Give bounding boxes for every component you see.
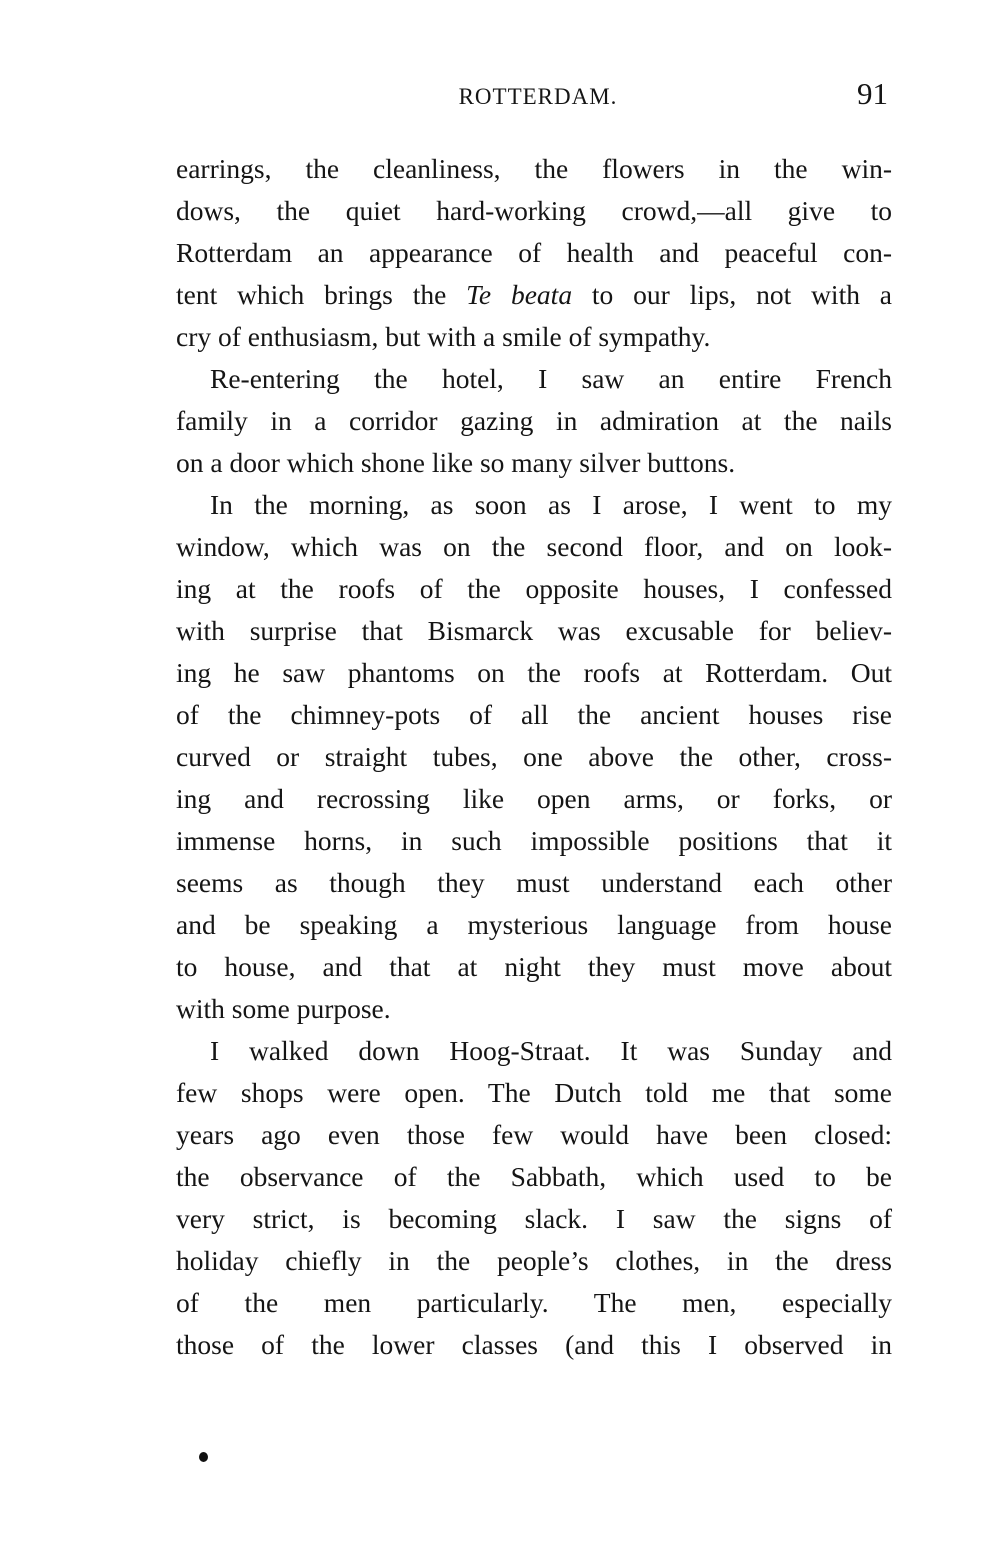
text-line: earrings, the cleanliness, the flowers in the win- [176,153,892,184]
text-line: with surprise that Bismarck was excusable for believ- [176,615,892,646]
text-line: I walked down Hoog-Straat. It was Sunday and [210,1035,892,1066]
text-line: of the men particularly. The men, especially [176,1287,892,1318]
ink-speck [199,1452,208,1462]
text-segment: tent which brings the [176,279,467,310]
text-line: holiday chiefly in the people’s clothes, in the dress [176,1245,892,1276]
text-line: In the morning, as soon as I arose, I went to my [210,489,892,520]
text-line: those of the lower classes (and this I observed in [176,1329,892,1360]
text-line: Re-entering the hotel, I saw an entire French [210,363,892,394]
text-segment: to our lips, not with a [572,279,892,310]
text-line: cry of enthusiasm, but with a smile of sympathy. [176,321,711,352]
body-text [176,148,892,1366]
text-line: of the chimney-pots of all the ancient houses rise [176,699,892,730]
text-line: the observance of the Sabbath, which used to be [176,1161,892,1192]
text-line: Rotterdam an appearance of health and peaceful con- [176,237,892,268]
text-line-with-italic [176,274,892,316]
text-line: years ago even those few would have been closed: [176,1119,892,1150]
text-line: very strict, is becoming slack. I saw the signs of [176,1203,892,1234]
text-line: to house, and that at night they must move about [176,951,892,982]
text-line: curved or straight tubes, one above the other, cross- [176,741,892,772]
text-line: family in a corridor gazing in admiration at the nails [176,405,892,436]
text-line: ing he saw phantoms on the roofs at Rotterdam. Out [176,657,892,688]
text-line: seems as though they must understand each other [176,867,892,898]
running-title: ROTTERDAM. [458,84,618,109]
text-line: ing and recrossing like open arms, or forks, or [176,783,892,814]
italic-phrase: Te beata [466,279,573,310]
text-line: and be speaking a mysterious language from house [176,909,892,940]
page-number: 91 [857,76,888,111]
text-line: window, which was on the second floor, and on look- [176,531,892,562]
running-head [176,76,892,116]
text-line: dows, the quiet hard-working crowd,—all give to [176,195,892,226]
text-line: immense horns, in such impossible positions that it [176,825,892,856]
text-line: with some purpose. [176,993,391,1024]
text-line: on a door which shone like so many silver buttons. [176,447,736,478]
text-line: ing at the roofs of the opposite houses, I confessed [176,573,892,604]
text-line: few shops were open. The Dutch told me that some [176,1077,892,1108]
